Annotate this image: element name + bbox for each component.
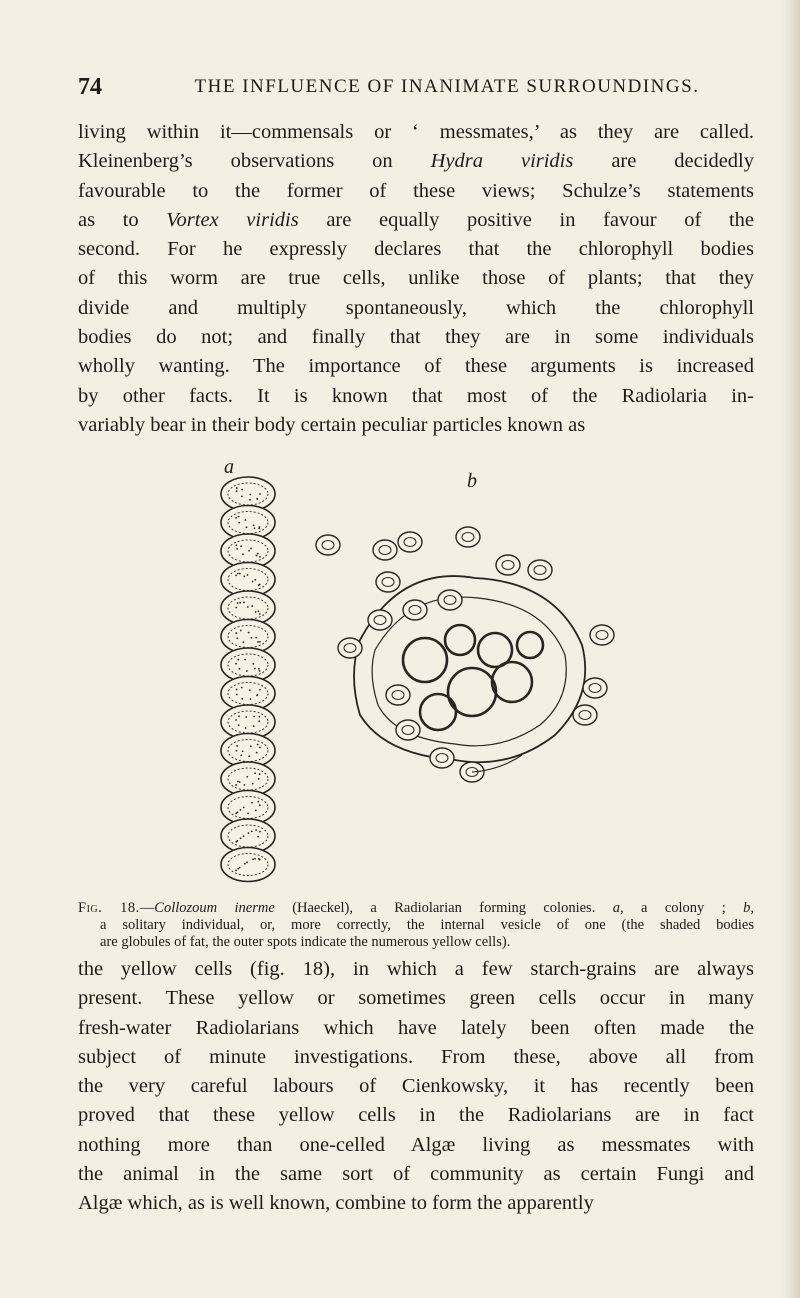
yellow-cell-outline	[396, 720, 420, 740]
yellow-cell-outline	[316, 535, 340, 555]
cell-dot	[238, 724, 240, 726]
cell-dot	[259, 773, 261, 775]
cell-dot	[237, 868, 239, 870]
cell-dot	[254, 772, 256, 774]
cell-dot	[248, 755, 250, 757]
cell-dot	[246, 526, 248, 528]
cell-dot	[236, 750, 238, 752]
text-line: by other facts. It is known that most of the Radiolaria in-	[78, 384, 754, 407]
cell-dot	[257, 694, 259, 696]
cell-dot	[242, 553, 244, 555]
page-number: 74	[78, 74, 102, 100]
fat-globule	[517, 632, 543, 658]
page-header	[72, 74, 752, 102]
cell-dot	[237, 659, 239, 661]
cell-dot	[243, 807, 245, 809]
figure-number: Fig. 18.	[78, 900, 140, 916]
cell-dot	[239, 668, 241, 670]
caption-line: a solitary individual, or, more correctly, the internal vesicle of one (the shaded bodies	[100, 917, 754, 933]
cell-dot	[248, 632, 250, 634]
yellow-cell-outline	[368, 610, 392, 630]
cell-dot	[250, 698, 252, 700]
cell-dot	[259, 670, 261, 672]
cell-dot	[248, 550, 250, 552]
cell-dot	[250, 745, 252, 747]
cell-dot	[245, 519, 247, 521]
yellow-cell-outline	[430, 748, 454, 768]
caption-line: are globules of fat, the outer spots indicate the numerous yellow cells).	[100, 934, 511, 950]
cell-dot	[259, 747, 261, 749]
cell-dot	[239, 781, 241, 783]
cell-dot	[236, 694, 238, 696]
cell-dot	[259, 641, 261, 643]
text-line: as to Vortex viridis are equally positive in favour of the	[78, 208, 754, 231]
colony-cell	[221, 848, 275, 882]
cell-dot	[235, 574, 237, 576]
cell-dot	[255, 829, 257, 831]
cell-dot	[242, 750, 244, 752]
text-line: fresh-water Radiolarians which have lately been often made the	[78, 1016, 754, 1039]
cell-dot	[246, 776, 248, 778]
cell-dot	[259, 804, 261, 806]
yellow-cell	[368, 610, 392, 630]
yellow-cell-outline	[583, 678, 607, 698]
cell-dot	[241, 687, 243, 689]
caption-line: Fig. 18.—Collozoum inerme (Haeckel), a Radiolarian forming colonies. a, a colony ; b,	[78, 900, 755, 916]
yellow-cell	[573, 705, 597, 725]
text-line: of this worm are true cells, unlike those of plants; that they	[78, 267, 754, 290]
text-line: the very careful labours of Cienkowsky, it has recently been	[78, 1075, 754, 1098]
yellow-cell	[386, 685, 410, 705]
yellow-cell	[338, 638, 362, 658]
cell-dot	[235, 812, 237, 814]
text-line: bodies do not; and finally that they are in some individuals	[78, 326, 754, 349]
cell-dot	[253, 524, 255, 526]
cell-dot	[249, 494, 251, 496]
cell-dot	[256, 752, 258, 754]
text-line: second. For he expressly declares that the chlorophyll bodies	[78, 238, 754, 261]
cell-dot	[239, 602, 241, 604]
cell-dot	[240, 754, 242, 756]
cell-dot	[251, 802, 253, 804]
yellow-cell-outline	[456, 527, 480, 547]
figure-caption	[78, 900, 754, 951]
text-line: Kleinenberg’s observations on Hydra viridis are decidedly	[78, 150, 754, 173]
cell-dot	[238, 715, 240, 717]
cell-dot	[240, 630, 242, 632]
cell-dot	[240, 545, 242, 547]
figure-label-b: b	[467, 470, 477, 492]
cell-dot	[235, 607, 237, 609]
cell-dot	[259, 526, 261, 528]
cell-dot	[256, 555, 258, 557]
cell-dot	[250, 547, 252, 549]
yellow-cell	[583, 678, 607, 698]
cell-dot	[259, 859, 261, 861]
cell-dot	[243, 835, 245, 837]
cell-dot	[255, 611, 257, 613]
yellow-cell-outline	[528, 560, 552, 580]
cell-dot	[236, 745, 238, 747]
cell-dot	[254, 668, 256, 670]
cell-dot	[237, 840, 239, 842]
cell-dot	[259, 556, 261, 558]
cell-dot	[246, 861, 248, 863]
cell-dot	[258, 716, 260, 718]
cell-dot	[249, 689, 251, 691]
cell-dot	[258, 610, 260, 612]
yellow-cell	[316, 535, 340, 555]
cell-dot	[257, 641, 259, 643]
yellow-cell	[528, 560, 552, 580]
cell-dot	[243, 601, 245, 603]
cell-dot	[259, 493, 261, 495]
yellow-cell	[398, 532, 422, 552]
yellow-cell	[456, 527, 480, 547]
yellow-cell-outline	[573, 705, 597, 725]
yellow-cell	[403, 600, 427, 620]
cell-dot	[241, 489, 243, 491]
yellow-cell-outline	[386, 685, 410, 705]
text-line: the yellow cells (fig. 18), in which a few starch-grains are always	[78, 958, 754, 980]
cell-dot	[259, 689, 261, 691]
collozoum-figure	[210, 470, 630, 890]
text-line: nothing more than one-celled Algæ living as messmates with	[78, 1133, 754, 1156]
cell-dot	[235, 544, 237, 546]
cell-dot	[244, 659, 246, 661]
cell-dot	[257, 801, 259, 803]
cell-dot	[258, 720, 260, 722]
cell-dot	[246, 670, 248, 672]
cell-dot	[239, 867, 241, 869]
cell-dot	[259, 584, 261, 586]
text-line: present. These yellow or sometimes green cells occur in many	[78, 987, 754, 1010]
cell-dot	[254, 527, 256, 529]
cell-dot	[247, 574, 249, 576]
yellow-cell-outline	[338, 638, 362, 658]
text-line: variably bear in their body certain peculiar particles known as	[78, 413, 586, 436]
figure-label-a: a	[224, 456, 234, 478]
cell-dot	[251, 637, 253, 639]
cell-dot	[242, 641, 244, 643]
cell-dot	[235, 632, 237, 634]
cell-dot	[252, 581, 254, 583]
cell-dot	[235, 870, 237, 872]
cell-dot	[244, 863, 246, 865]
cell-dot	[237, 781, 239, 783]
cell-dot	[256, 498, 258, 500]
cell-dot	[257, 553, 259, 555]
cell-dot	[236, 689, 238, 691]
fat-globule	[445, 625, 475, 655]
yellow-cell	[496, 555, 520, 575]
yellow-cell	[438, 590, 462, 610]
yellow-cell-outline	[403, 600, 427, 620]
cell-dot	[239, 573, 241, 575]
cell-dot	[252, 783, 254, 785]
cell-dot	[241, 496, 243, 498]
cell-dot	[245, 716, 247, 718]
cell-dot	[248, 832, 250, 834]
cell-dot	[238, 516, 240, 518]
cell-dot	[236, 637, 238, 639]
cell-dot	[255, 809, 257, 811]
text-line: proved that these yellow cells in the Radiolarians are in fact	[78, 1104, 754, 1127]
text-line: wholly wanting. The importance of these arguments is increased	[78, 355, 754, 378]
cell-dot	[252, 858, 254, 860]
cell-dot	[257, 744, 259, 746]
paragraph-1	[78, 118, 754, 440]
text-line: the animal in the same sort of community as certain Fungi and	[78, 1163, 754, 1186]
yellow-cell-outline	[496, 555, 520, 575]
cell-dot	[245, 727, 247, 729]
cell-dot	[252, 663, 254, 665]
cell-dot	[247, 813, 249, 815]
text-line: subject of minute investigations. From these, above all from	[78, 1045, 754, 1068]
solitary-individual	[316, 527, 614, 782]
cell-dot	[251, 830, 253, 832]
cell-dot	[253, 716, 255, 718]
paragraph-2	[78, 955, 754, 1219]
text-line: divide and multiply spontaneously, which the chlorophyll	[78, 296, 754, 319]
cell-dot	[237, 602, 239, 604]
text-line: living within it—commensals or ‘ messmates,’ as they are called.	[78, 121, 754, 143]
yellow-cell	[396, 720, 420, 740]
cell-dot	[240, 809, 242, 811]
yellow-cell-outline	[376, 572, 400, 592]
cell-dot	[236, 490, 238, 492]
species-name: Collozoum inerme	[154, 900, 275, 916]
cell-outline	[221, 848, 275, 882]
cell-dot	[235, 517, 237, 519]
cell-dot	[235, 663, 237, 665]
cell-dot	[249, 499, 251, 501]
cell-dot	[244, 784, 246, 786]
cell-dot	[235, 719, 237, 721]
cell-dot	[258, 778, 260, 780]
text-line: Algæ which, as is well known, combine to form the apparently	[78, 1192, 594, 1215]
fat-globule	[403, 638, 447, 682]
cell-dot	[253, 725, 255, 727]
cell-dot	[237, 573, 239, 575]
text-line: favourable to the former of these views; Schulze’s statements	[78, 179, 754, 202]
cell-dot	[238, 522, 240, 524]
cell-dot	[236, 548, 238, 550]
cell-dot	[254, 858, 256, 860]
cell-dot	[257, 836, 259, 838]
yellow-cell	[590, 625, 614, 645]
cell-dot	[251, 605, 253, 607]
cell-dot	[255, 637, 257, 639]
cell-dot	[240, 837, 242, 839]
yellow-cell-outline	[398, 532, 422, 552]
fat-globule	[478, 633, 512, 667]
cell-dot	[254, 579, 256, 581]
yellow-cell	[373, 540, 397, 560]
cell-dot	[241, 698, 243, 700]
yellow-cell-outline	[590, 625, 614, 645]
yellow-cell-outline	[373, 540, 397, 560]
fat-globule	[420, 694, 456, 730]
yellow-cell	[430, 748, 454, 768]
running-head: THE INFLUENCE OF INANIMATE SURROUNDINGS.	[194, 76, 700, 97]
yellow-cell-outline	[438, 590, 462, 610]
colony-chain	[221, 477, 275, 882]
page-edge-shadow	[782, 0, 800, 1298]
yellow-cell	[376, 572, 400, 592]
cell-dot	[247, 606, 249, 608]
cell-dot	[243, 575, 245, 577]
cell-dot	[235, 784, 237, 786]
cell-dot	[259, 613, 261, 615]
cell-dot	[258, 668, 260, 670]
cell-dot	[259, 831, 261, 833]
cell-dot	[236, 487, 238, 489]
